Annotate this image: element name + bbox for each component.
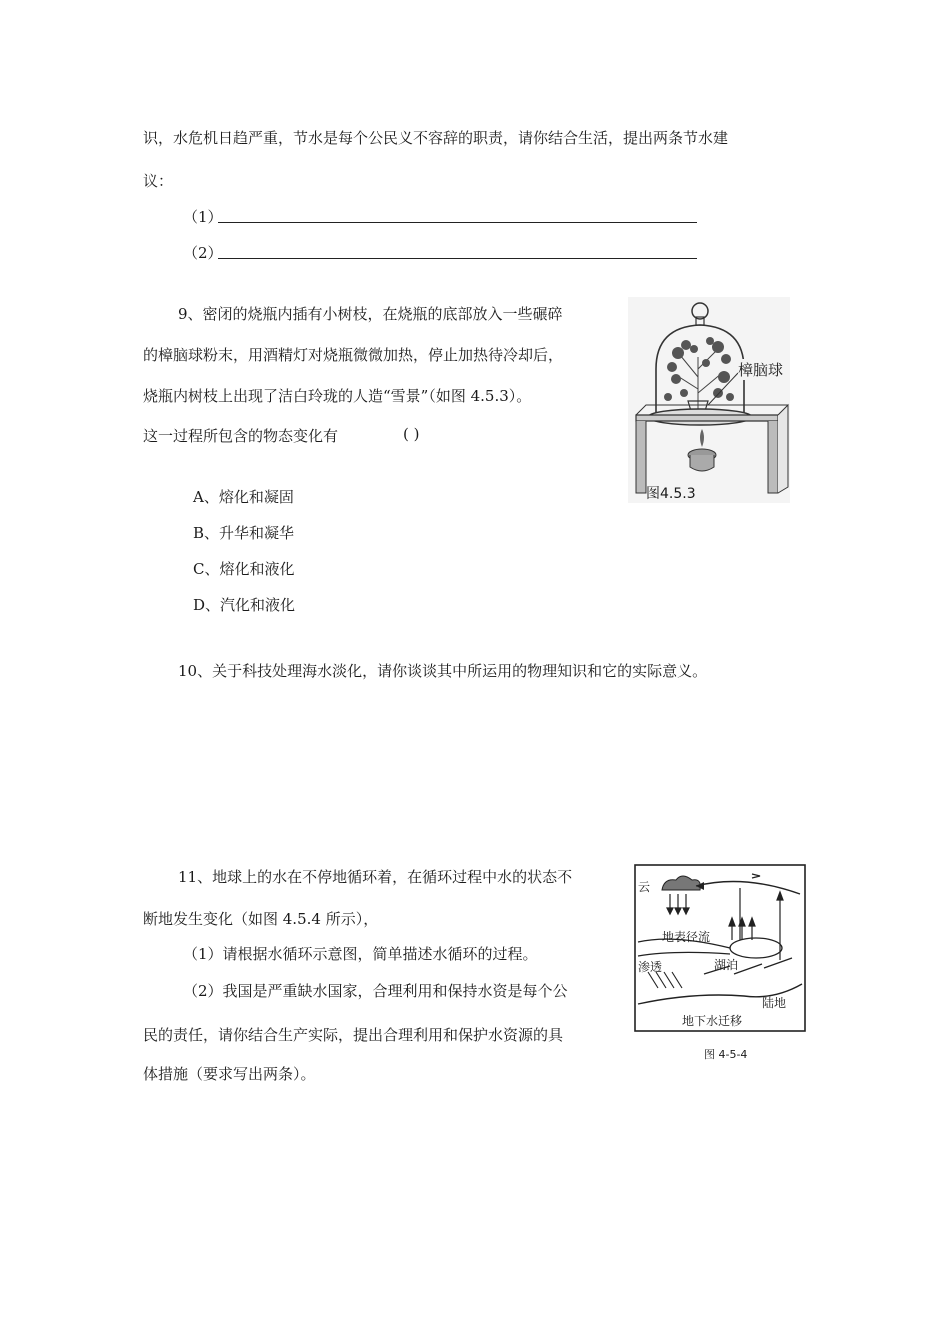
label-land: 陆地 (762, 996, 787, 1010)
label-groundwater: 地下水迁移 (682, 1014, 743, 1028)
q9-answer-bracket[interactable]: ( ) (403, 425, 420, 443)
q11-text-line5: 民的责任，请你结合生产实际，提出合理利用和保护水资源的具 (143, 1026, 564, 1044)
label-surface-runoff: 地表径流 (662, 930, 711, 944)
q8-answer-line-2[interactable] (218, 258, 697, 259)
q8-blank2-label: （2） (183, 244, 223, 262)
q11-text-line1: 11、地球上的水在不停地循环着，在循环过程中水的状态不 (178, 868, 573, 886)
q9-text-line2: 的樟脑球粉末，用酒精灯对烧瓶微微加热，停止加热待冷却后， (143, 346, 564, 364)
figure-caption-4-5-4: 图 4-5-4 (704, 1048, 748, 1061)
q8-text-line1: 识，水危机日趋严重，节水是每个公民义不容辞的职责，请你结合生活，提出两条节水建 (143, 129, 729, 147)
q11-text-line4: （2）我国是严重缺水国家，合理利用和保持水资是每个公 (183, 982, 568, 1000)
q9-option-c[interactable]: C、熔化和液化 (193, 560, 295, 578)
q9-option-d[interactable]: D、汽化和液化 (193, 596, 296, 614)
q8-blank1-label: （1） (183, 208, 223, 226)
bell-jar-illustration (628, 297, 790, 503)
q9-text-line4: 这一过程所包含的物态变化有 (143, 427, 339, 445)
q9-option-b[interactable]: B、升华和凝华 (193, 524, 295, 542)
figure-4-5-3 (628, 297, 790, 503)
label-cloud: 云 (638, 880, 651, 894)
q9-option-a[interactable]: A、熔化和凝固 (193, 488, 294, 506)
q11-text-line6: 体措施（要求写出两条）。 (143, 1065, 316, 1083)
label-lake: 湖泊 (714, 958, 739, 972)
q11-text-line3: （1）请根据水循环示意图，简单描述水循环的过程。 (183, 945, 538, 963)
label-infiltration: 渗透 (638, 960, 663, 974)
q9-text-line3: 烧瓶内树枝上出现了洁白玲珑的人造“雪景”（如图 4.5.3）。 (143, 387, 532, 405)
q8-answer-line-1[interactable] (218, 222, 697, 223)
q8-text-line2: 议： (143, 172, 174, 190)
q10-text: 10、关于科技处理海水淡化，请你谈谈其中所运用的物理知识和它的实际意义。 (178, 662, 708, 680)
q11-text-line2: 断地发生变化（如图 4.5.4 所示）， (143, 910, 379, 928)
figure-caption-4-5-3: 图4.5.3 (646, 486, 696, 502)
figure-label-camphor: 樟脑球 (738, 361, 784, 379)
figure-4-5-4 (634, 864, 806, 1044)
q9-text-line1: 9、密闭的烧瓶内插有小树枝，在烧瓶的底部放入一些碾碎 (178, 305, 563, 323)
